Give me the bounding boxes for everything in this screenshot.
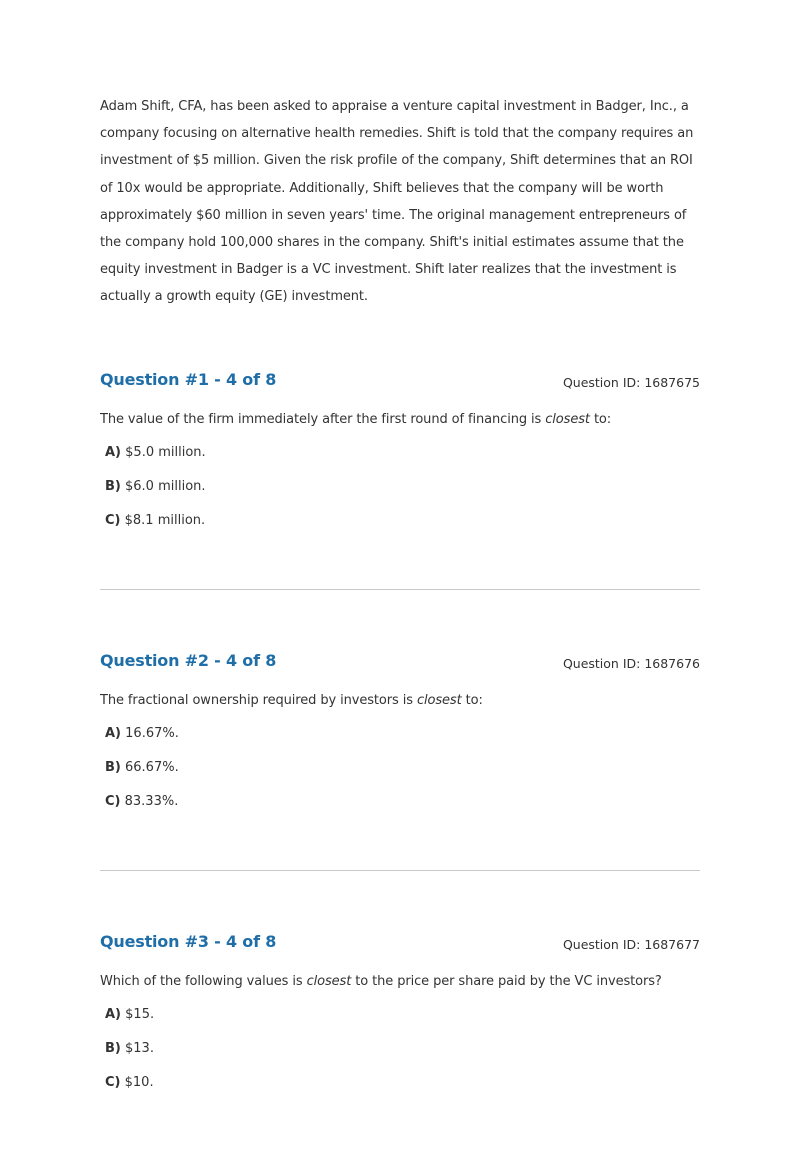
- choice-text: $15.: [125, 1007, 155, 1022]
- section-divider: [100, 870, 700, 871]
- choice-letter: C): [105, 794, 121, 809]
- choice-text: $8.1 million.: [124, 513, 206, 528]
- question-id: Question ID: 1687675: [562, 375, 700, 390]
- choice-letter: A): [105, 726, 122, 741]
- stem-text: Which of the following values is: [100, 974, 307, 989]
- stem-text: The value of the firm immediately after the first round of financing is: [100, 412, 546, 427]
- stem-text-end: to the price per share paid by the VC investors?: [351, 974, 662, 989]
- question-title: Question #1 - 4 of 8: [100, 370, 277, 389]
- question-stem: [100, 974, 700, 989]
- question-title: Question #3 - 4 of 8: [100, 932, 277, 951]
- answer-choice-b[interactable]: [105, 1041, 700, 1075]
- question-stem: [100, 412, 700, 427]
- answer-choice-a[interactable]: [105, 726, 700, 760]
- choice-text: $6.0 million.: [125, 479, 206, 494]
- answer-choices: [100, 1007, 700, 1109]
- choice-letter: B): [105, 479, 121, 494]
- stem-emphasis: closest: [306, 974, 352, 989]
- choice-text: $5.0 million.: [125, 445, 206, 460]
- answer-choices: [100, 726, 700, 828]
- answer-choice-b[interactable]: [105, 479, 700, 513]
- question-id: Question ID: 1687677: [562, 937, 700, 952]
- choice-text: 66.67%.: [125, 760, 179, 775]
- stem-text: The fractional ownership required by investors is: [100, 693, 417, 708]
- answer-choices: [100, 445, 700, 547]
- question-1: [100, 370, 700, 547]
- exam-page: [100, 93, 700, 1090]
- stem-emphasis: closest: [545, 412, 590, 427]
- stem-emphasis: closest: [416, 693, 462, 708]
- question-stem: [100, 693, 700, 708]
- question-id: Question ID: 1687676: [562, 656, 700, 671]
- choice-letter: B): [105, 1041, 121, 1056]
- answer-choice-c[interactable]: [105, 1075, 700, 1109]
- question-2: [100, 651, 700, 828]
- answer-choice-a[interactable]: [105, 1007, 700, 1041]
- choice-text: 16.67%.: [125, 726, 179, 741]
- choice-letter: A): [105, 445, 122, 460]
- choice-letter: C): [105, 1075, 121, 1090]
- answer-choice-c[interactable]: [105, 794, 700, 828]
- choice-letter: A): [105, 1007, 122, 1022]
- case-vignette: Adam Shift, CFA, has been asked to appraise a venture capital investment in Badger, Inc., a company focusing on alternative health remedies. Shift is told that the company requires an investment of $5 million. Given the risk profile of the company, Shift determines that an ROI of 10x would be appropriate. Additionally, Shift believes that the company will be worth approximately $60 million in seven years' time. The original management entrepreneurs of the company hold 100,000 shares in the company. Shift's initial estimates assume that the equity investment in Badger is a VC investment. Shift later realizes that the investment is actually a growth equity (GE) investment.: [100, 99, 694, 305]
- question-title: Question #2 - 4 of 8: [100, 651, 277, 670]
- question-3: [100, 932, 700, 1109]
- stem-text-end: to:: [589, 412, 612, 427]
- choice-letter: B): [105, 760, 121, 775]
- section-divider: [100, 589, 700, 590]
- choice-text: $13.: [125, 1041, 154, 1056]
- question-header: [100, 932, 700, 956]
- stem-text-end: to:: [461, 693, 483, 708]
- choice-letter: C): [105, 513, 121, 528]
- answer-choice-a[interactable]: [105, 445, 700, 479]
- answer-choice-c[interactable]: [105, 513, 700, 547]
- choice-text: $10.: [124, 1075, 154, 1090]
- question-header: [100, 651, 700, 675]
- answer-choice-b[interactable]: [105, 760, 700, 794]
- choice-text: 83.33%.: [124, 794, 179, 809]
- question-header: [100, 370, 700, 394]
